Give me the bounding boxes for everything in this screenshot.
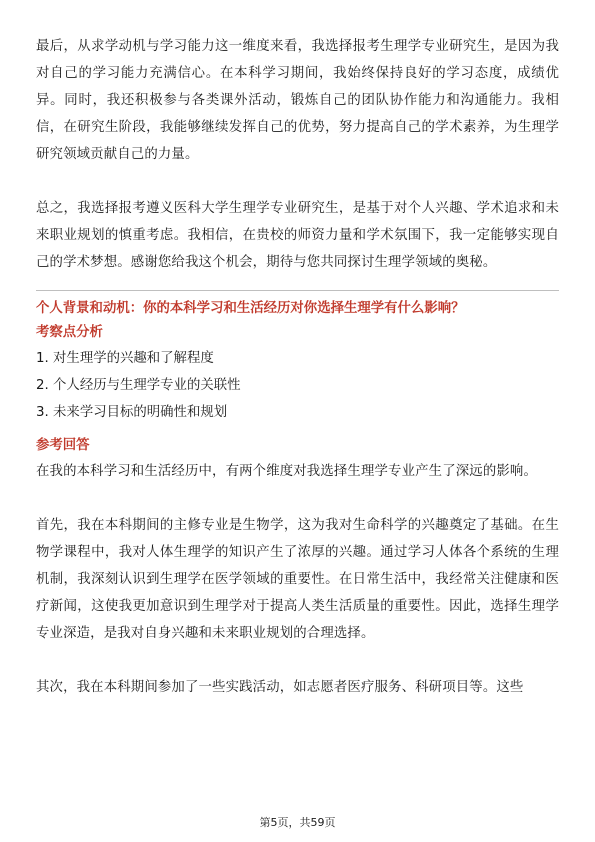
question-title: 个人背景和动机：你的本科学习和生活经历对你选择生理学有什么影响？ bbox=[36, 301, 465, 316]
analysis-heading: 考察点分析 bbox=[36, 325, 103, 340]
body-paragraph: 最后，从求学动机与学习能力这一维度来看，我选择报考生理学专业研究生，是因为我对自己的学习能力充满信心。在本科学习期间，我始终保持良好的学习态度，成绩优异。同时，我还积极参与各类课外活动，锻炼自己的团队协作能力和沟通能力。我相信，在研究生阶段，我能够继续发挥自己的优势，努力提高自己的学术素养，为生理学研究领域贡献自己的力量。 bbox=[36, 39, 559, 162]
page-content bbox=[36, 33, 559, 701]
answer-paragraph: 在我的本科学习和生活经历中，有两个维度对我选择生理学专业产生了深远的影响。 bbox=[36, 464, 538, 479]
body-paragraph: 总之，我选择报考遵义医科大学生理学专业研究生，是基于对个人兴趣、学术追求和未来职业规划的慎重考虑。我相信，在贵校的师资力量和学术氛围下，我一定能够实现自己的学术梦想。感谢您给我这个机会，期待与您共同探讨生理学领域的奥秘。 bbox=[36, 201, 559, 270]
answer-paragraph: 其次，我在本科期间参加了一些实践活动，如志愿者医疗服务、科研项目等。这些 bbox=[36, 680, 524, 695]
page-number: 第5页，共59页 bbox=[259, 816, 336, 829]
list-item: 2. 个人经历与生理学专业的关联性 bbox=[36, 378, 241, 393]
list-item: 1. 对生理学的兴趣和了解程度 bbox=[36, 351, 214, 366]
section-divider bbox=[36, 290, 559, 291]
answer-paragraph: 首先，我在本科期间的主修专业是生物学，这为我对生命科学的兴趣奠定了基础。在生物学课程中，我对人体生理学的知识产生了浓厚的兴趣。通过学习人体各个系统的生理机制，我深刻认识到生理学在医学领域的重要性。在日常生活中，我经常关注健康和医疗新闻，这使我更加意识到生理学对于提高人类生活质量的重要性。因此，选择生理学专业深造，是我对自身兴趣和未来职业规划的合理选择。 bbox=[36, 518, 559, 641]
analysis-points bbox=[36, 345, 559, 426]
list-item: 3. 未来学习目标的明确性和规划 bbox=[36, 405, 228, 420]
answer-heading: 参考回答 bbox=[36, 438, 90, 453]
